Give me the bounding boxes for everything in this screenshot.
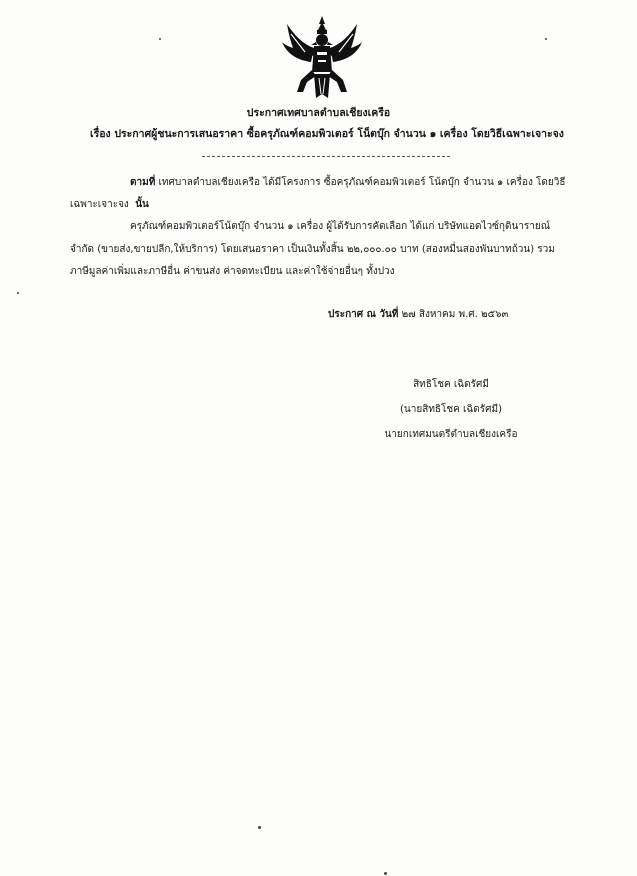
- scan-speck: [384, 872, 387, 875]
- paragraph-1-text-2: เฉพาะเจาะจง: [70, 199, 129, 210]
- separator-line: [202, 156, 450, 157]
- scan-speck: [17, 292, 19, 294]
- announcement-subject: เรื่อง ประกาศผู้ชนะการเสนอราคา ซื้อครุภัณฑ์คอมพิวเตอร์ โน็ตบุ๊ก จำนวน ๑ เครื่อง โดยวิธีเฉพาะเจาะจง: [90, 128, 564, 140]
- date-label: ประกาศ ณ วันที่: [328, 309, 399, 320]
- signature: สิทธิโชค เฉิดรัศมี: [413, 379, 489, 390]
- paragraph-1-text: เทศบาลตำบลเชียงเครือ ได้มีโครงการ ซื้อครุภัณฑ์คอมพิวเตอร์ โน้ตบุ๊ก จำนวน ๑ เครื่อง โดยวิธี: [158, 177, 566, 188]
- winner-company-type: จำกัด (ขายส่ง,ขายปลีก,ให้บริการ): [70, 244, 218, 255]
- announcement-title: ประกาศเทศบาลตำบลเชียงเครือ: [246, 107, 391, 119]
- paragraph-1-line-2: [70, 198, 149, 212]
- price-statement: โดยเสนอราคา เป็นเงินทั้งสิ้น: [220, 244, 344, 255]
- garuda-emblem: [281, 14, 363, 100]
- signer-name: (นายสิทธิโชค เฉิดรัศมี): [400, 404, 502, 415]
- paragraph-1-end: นั้น: [135, 199, 149, 210]
- paragraph-1-lead: ตามที่: [130, 177, 156, 188]
- paragraph-2-line-1: ครุภัณฑ์คอมพิวเตอร์โน้ตบุ๊ก จำนวน ๑ เครื่อง ผู้ได้รับการคัดเลือก ได้แก่ บริษัทแอดไวซ์กุดินารายณ์: [130, 221, 551, 232]
- paragraph-1-line-1: [130, 176, 566, 190]
- paragraph-2-continue: รวม: [537, 244, 555, 255]
- price-amount-words: (สองหมื่นสองพันบาทถ้วน): [421, 244, 535, 255]
- scan-speck: [258, 826, 261, 829]
- date-value: ๒๗ สิงหาคม พ.ศ. ๒๕๖๓: [401, 309, 509, 320]
- scan-speck: [159, 38, 161, 40]
- price-amount: ๒๒,๐๐๐.๐๐ บาท: [346, 244, 419, 255]
- paragraph-2-line-2: [70, 243, 555, 257]
- paragraph-2-line-3: ภาษีมูลค่าเพิ่มและภาษีอื่น ค่าขนส่ง ค่าจดทะเบียน และค่าใช้จ่ายอื่นๆ ทั้งปวง: [70, 266, 395, 277]
- signer-position: นายกเทศมนตรีตำบลเชียงเครือ: [384, 429, 518, 440]
- announcement-date: [328, 308, 508, 322]
- scan-speck: [545, 38, 547, 40]
